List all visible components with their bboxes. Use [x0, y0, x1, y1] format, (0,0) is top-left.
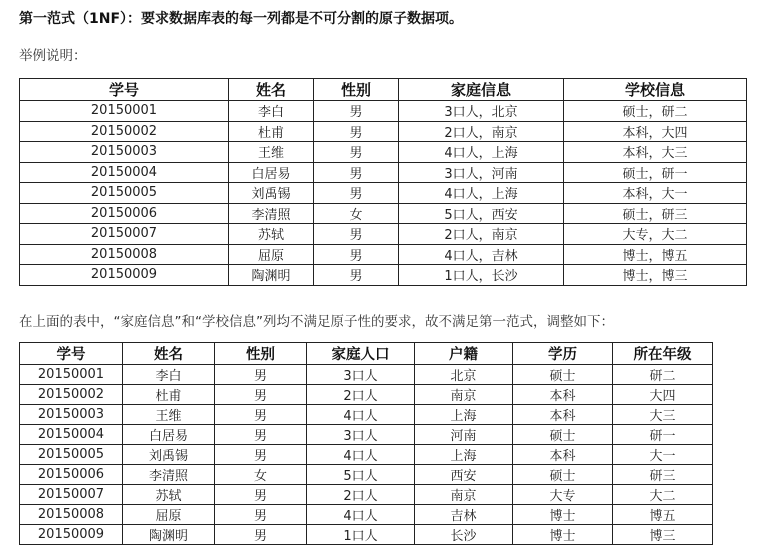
intro-text: 举例说明： [19, 48, 87, 64]
cell-name: 杜甫 [123, 385, 215, 405]
cell-student-id: 20150001 [20, 101, 229, 122]
cell-gender: 男 [314, 265, 399, 286]
cell-gender: 男 [215, 365, 307, 385]
cell-name: 白居易 [123, 425, 215, 445]
cell-hometown: 吉林 [415, 505, 513, 525]
cell-family-info: 4口人，上海 [399, 183, 564, 204]
cell-hometown: 西安 [415, 465, 513, 485]
header-hometown: 户籍 [415, 343, 513, 365]
cell-degree: 本科 [513, 385, 613, 405]
cell-gender: 男 [215, 445, 307, 465]
cell-grade: 博三 [613, 525, 713, 545]
cell-student-id: 20150006 [20, 203, 229, 224]
cell-gender: 男 [314, 101, 399, 122]
cell-gender: 男 [314, 142, 399, 163]
cell-student-id: 20150002 [20, 385, 123, 405]
cell-degree: 本科 [513, 445, 613, 465]
cell-name: 陶渊明 [123, 525, 215, 545]
cell-name: 白居易 [229, 162, 314, 183]
cell-gender: 男 [314, 121, 399, 142]
cell-degree: 硕士 [513, 465, 613, 485]
cell-name: 屈原 [123, 505, 215, 525]
cell-hometown: 上海 [415, 405, 513, 425]
section-heading: 第一范式（1NF）：要求数据库表的每一列都是不可分割的原子数据项。 [19, 11, 464, 27]
cell-gender: 男 [215, 505, 307, 525]
table-row [20, 485, 713, 505]
table-row [20, 142, 747, 163]
cell-name: 苏轼 [229, 224, 314, 245]
cell-degree: 硕士 [513, 425, 613, 445]
header-gender: 性别 [215, 343, 307, 365]
table-row [20, 203, 747, 224]
table-row [20, 121, 747, 142]
cell-student-id: 20150008 [20, 244, 229, 265]
cell-name: 李清照 [229, 203, 314, 224]
cell-student-id: 20150009 [20, 525, 123, 545]
cell-degree: 博士 [513, 505, 613, 525]
cell-family-info: 4口人，上海 [399, 142, 564, 163]
cell-name: 刘禹锡 [229, 183, 314, 204]
cell-family-size: 2口人 [307, 485, 415, 505]
cell-hometown: 河南 [415, 425, 513, 445]
cell-family-size: 3口人 [307, 365, 415, 385]
cell-student-id: 20150007 [20, 485, 123, 505]
cell-family-size: 4口人 [307, 445, 415, 465]
cell-name: 李白 [123, 365, 215, 385]
cell-student-id: 20150005 [20, 183, 229, 204]
cell-gender: 男 [215, 525, 307, 545]
cell-grade: 研一 [613, 425, 713, 445]
cell-grade: 大四 [613, 385, 713, 405]
cell-hometown: 上海 [415, 445, 513, 465]
cell-student-id: 20150007 [20, 224, 229, 245]
header-degree: 学历 [513, 343, 613, 365]
cell-name: 刘禹锡 [123, 445, 215, 465]
table-header-row [20, 79, 747, 101]
cell-gender: 男 [215, 385, 307, 405]
cell-family-size: 1口人 [307, 525, 415, 545]
cell-grade: 博五 [613, 505, 713, 525]
table-row [20, 162, 747, 183]
cell-student-id: 20150005 [20, 445, 123, 465]
cell-gender: 男 [215, 425, 307, 445]
table-row [20, 183, 747, 204]
cell-grade: 研二 [613, 365, 713, 385]
table-row [20, 265, 747, 286]
cell-gender: 男 [215, 405, 307, 425]
cell-family-info: 5口人，西安 [399, 203, 564, 224]
cell-student-id: 20150004 [20, 162, 229, 183]
cell-school-info: 本科，大三 [564, 142, 747, 163]
cell-school-info: 硕士，研三 [564, 203, 747, 224]
cell-gender: 男 [314, 183, 399, 204]
cell-gender: 男 [314, 162, 399, 183]
table-row [20, 385, 713, 405]
cell-family-info: 2口人，南京 [399, 224, 564, 245]
cell-family-size: 5口人 [307, 465, 415, 485]
cell-student-id: 20150001 [20, 365, 123, 385]
header-school-info: 学校信息 [564, 79, 747, 101]
cell-student-id: 20150009 [20, 265, 229, 286]
cell-family-info: 2口人，南京 [399, 121, 564, 142]
cell-family-size: 4口人 [307, 505, 415, 525]
table-row [20, 365, 713, 385]
cell-school-info: 本科，大四 [564, 121, 747, 142]
cell-hometown: 南京 [415, 385, 513, 405]
cell-degree: 博士 [513, 525, 613, 545]
cell-family-info: 3口人，河南 [399, 162, 564, 183]
header-name: 姓名 [229, 79, 314, 101]
cell-grade: 研三 [613, 465, 713, 485]
cell-family-size: 4口人 [307, 405, 415, 425]
table-row [20, 244, 747, 265]
cell-student-id: 20150002 [20, 121, 229, 142]
cell-gender: 女 [314, 203, 399, 224]
explanation-text: 在上面的表中，“家庭信息”和“学校信息”列均不满足原子性的要求，故不满足第一范式，调整如下： [19, 314, 614, 330]
cell-gender: 男 [215, 485, 307, 505]
header-student-id: 学号 [20, 343, 123, 365]
table-row [20, 525, 713, 545]
table-row [20, 445, 713, 465]
cell-hometown: 南京 [415, 485, 513, 505]
cell-gender: 男 [314, 224, 399, 245]
cell-family-info: 4口人，吉林 [399, 244, 564, 265]
cell-degree: 硕士 [513, 365, 613, 385]
cell-grade: 大一 [613, 445, 713, 465]
header-gender: 性别 [314, 79, 399, 101]
cell-school-info: 本科，大一 [564, 183, 747, 204]
cell-family-info: 1口人，长沙 [399, 265, 564, 286]
cell-name: 苏轼 [123, 485, 215, 505]
cell-school-info: 大专，大二 [564, 224, 747, 245]
cell-name: 杜甫 [229, 121, 314, 142]
cell-school-info: 硕士，研一 [564, 162, 747, 183]
cell-hometown: 长沙 [415, 525, 513, 545]
cell-name: 李清照 [123, 465, 215, 485]
cell-student-id: 20150004 [20, 425, 123, 445]
cell-name: 李白 [229, 101, 314, 122]
cell-name: 屈原 [229, 244, 314, 265]
header-grade: 所在年级 [613, 343, 713, 365]
table-row [20, 101, 747, 122]
cell-student-id: 20150003 [20, 142, 229, 163]
table-row [20, 405, 713, 425]
cell-student-id: 20150003 [20, 405, 123, 425]
cell-student-id: 20150006 [20, 465, 123, 485]
table-row [20, 425, 713, 445]
normalized-table [19, 342, 713, 545]
cell-school-info: 博士，博三 [564, 265, 747, 286]
cell-degree: 本科 [513, 405, 613, 425]
cell-grade: 大三 [613, 405, 713, 425]
cell-name: 王维 [123, 405, 215, 425]
cell-degree: 大专 [513, 485, 613, 505]
cell-gender: 男 [314, 244, 399, 265]
header-name: 姓名 [123, 343, 215, 365]
cell-grade: 大二 [613, 485, 713, 505]
table-header-row [20, 343, 713, 365]
cell-family-size: 3口人 [307, 425, 415, 445]
table-row [20, 224, 747, 245]
cell-family-size: 2口人 [307, 385, 415, 405]
original-table [19, 78, 747, 286]
cell-gender: 女 [215, 465, 307, 485]
cell-school-info: 博士，博五 [564, 244, 747, 265]
cell-name: 王维 [229, 142, 314, 163]
cell-school-info: 硕士，研二 [564, 101, 747, 122]
table-row [20, 465, 713, 485]
header-student-id: 学号 [20, 79, 229, 101]
header-family-info: 家庭信息 [399, 79, 564, 101]
table-row [20, 505, 713, 525]
cell-hometown: 北京 [415, 365, 513, 385]
cell-name: 陶渊明 [229, 265, 314, 286]
header-family-size: 家庭人口 [307, 343, 415, 365]
cell-family-info: 3口人，北京 [399, 101, 564, 122]
cell-student-id: 20150008 [20, 505, 123, 525]
